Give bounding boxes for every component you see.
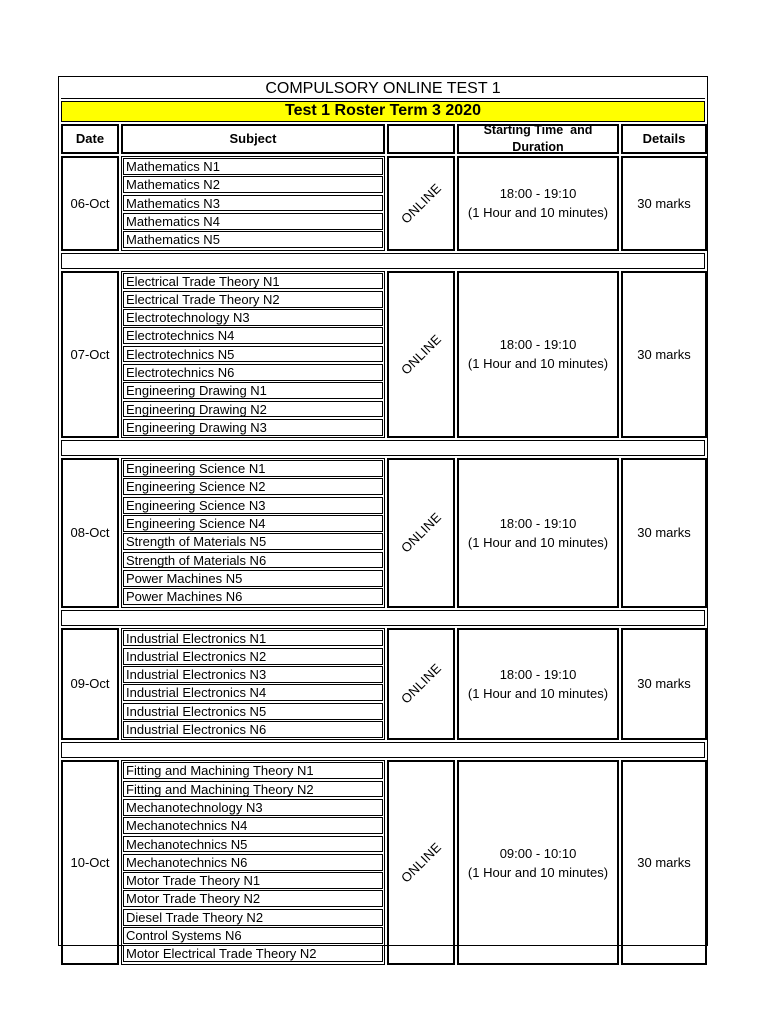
subject-row: Mathematics N3 — [123, 195, 383, 212]
time-cell — [457, 271, 619, 439]
subject-row: Industrial Electronics N2 — [123, 648, 383, 665]
subject-column — [121, 271, 385, 439]
online-label: ONLINE — [397, 660, 445, 708]
start-time: 18:00 - 19:10 — [499, 337, 577, 353]
header-time — [457, 124, 619, 154]
details-cell: 30 marks — [621, 458, 707, 607]
online-cell — [387, 458, 455, 607]
subject-row: Control Systems N6 — [123, 927, 383, 944]
subject-row: Mechanotechnology N3 — [123, 799, 383, 816]
date-cell: 09-Oct — [61, 628, 119, 741]
subject-row: Industrial Electronics N1 — [123, 630, 383, 647]
subject-row: Motor Trade Theory N1 — [123, 872, 383, 889]
details-cell: 30 marks — [621, 271, 707, 439]
header-mode — [387, 124, 455, 154]
group-separator — [61, 253, 705, 269]
header-subject: Subject — [121, 124, 385, 154]
subject-row: Diesel Trade Theory N2 — [123, 909, 383, 926]
subject-row: Motor Electrical Trade Theory N2 — [123, 945, 383, 962]
subject-row: Industrial Electronics N3 — [123, 666, 383, 683]
group-separator — [61, 742, 705, 758]
subject-row: Fitting and Machining Theory N1 — [123, 762, 383, 779]
subject-row: Electrotechnics N6 — [123, 364, 383, 381]
roster-subtitle: Test 1 Roster Term 3 2020 — [61, 101, 705, 122]
date-cell: 10-Oct — [61, 760, 119, 964]
subject-column — [121, 760, 385, 964]
subject-row: Power Machines N5 — [123, 570, 383, 587]
subject-row: Mechanotechnics N6 — [123, 854, 383, 871]
subject-row: Mathematics N4 — [123, 213, 383, 230]
subject-row: Mechanotechnics N5 — [123, 836, 383, 853]
time-cell — [457, 760, 619, 964]
duration: (1 Hour and 10 minutes) — [467, 356, 609, 372]
online-cell — [387, 628, 455, 741]
start-time: 18:00 - 19:10 — [499, 186, 577, 202]
time-cell — [457, 628, 619, 741]
online-cell — [387, 760, 455, 964]
date-cell: 08-Oct — [61, 458, 119, 607]
subject-row: Engineering Science N2 — [123, 478, 383, 495]
online-label: ONLINE — [397, 839, 445, 886]
online-label: ONLINE — [397, 509, 445, 556]
subject-column — [121, 628, 385, 741]
details-cell: 30 marks — [621, 628, 707, 741]
subject-row: Fitting and Machining Theory N2 — [123, 781, 383, 798]
subject-row: Electrotechnics N5 — [123, 346, 383, 363]
online-cell — [387, 156, 455, 251]
duration: (1 Hour and 10 minutes) — [467, 534, 609, 550]
subject-row: Electrical Trade Theory N1 — [123, 273, 383, 290]
subject-row: Industrial Electronics N5 — [123, 703, 383, 720]
subject-row: Engineering Science N3 — [123, 497, 383, 514]
subject-row: Engineering Drawing N2 — [123, 401, 383, 418]
subject-row: Power Machines N6 — [123, 588, 383, 605]
subject-row: Strength of Materials N6 — [123, 552, 383, 569]
page-title: COMPULSORY ONLINE TEST 1 — [61, 79, 705, 99]
date-cell: 06-Oct — [61, 156, 119, 251]
group-separator — [61, 610, 705, 626]
subject-row: Strength of Materials N5 — [123, 533, 383, 550]
duration: (1 Hour and 10 minutes) — [467, 205, 609, 221]
online-cell — [387, 271, 455, 439]
subject-row: Motor Trade Theory N2 — [123, 890, 383, 907]
subject-row: Mechanotechnics N4 — [123, 817, 383, 834]
subject-row: Electrical Trade Theory N2 — [123, 291, 383, 308]
subject-row: Engineering Drawing N1 — [123, 382, 383, 399]
subject-row: Engineering Drawing N3 — [123, 419, 383, 436]
details-cell: 30 marks — [621, 156, 707, 251]
time-cell — [457, 458, 619, 607]
subject-column — [121, 156, 385, 251]
subject-row: Mathematics N5 — [123, 231, 383, 248]
time-cell — [457, 156, 619, 251]
header-date: Date — [61, 124, 119, 154]
subject-column — [121, 458, 385, 607]
start-time: 18:00 - 19:10 — [499, 666, 577, 682]
subject-row: Electrotechnics N4 — [123, 327, 383, 344]
start-time: 18:00 - 19:10 — [499, 515, 577, 531]
duration: (1 Hour and 10 minutes) — [467, 685, 609, 701]
start-time: 09:00 - 10:10 — [499, 845, 577, 861]
subject-row: Engineering Science N4 — [123, 515, 383, 532]
subject-row: Engineering Science N1 — [123, 460, 383, 477]
header-time-line2: Duration — [512, 140, 564, 154]
duration: (1 Hour and 10 minutes) — [467, 864, 609, 880]
subject-row: Industrial Electronics N4 — [123, 684, 383, 701]
roster-table — [58, 76, 708, 962]
date-cell: 07-Oct — [61, 271, 119, 439]
subject-row: Mathematics N1 — [123, 158, 383, 175]
details-cell: 30 marks — [621, 760, 707, 964]
group-separator — [61, 440, 705, 456]
subject-row: Industrial Electronics N6 — [123, 721, 383, 738]
online-label: ONLINE — [397, 331, 445, 378]
subject-row: Mathematics N2 — [123, 176, 383, 193]
subject-row: Electrotechnology N3 — [123, 309, 383, 326]
header-details: Details — [621, 124, 707, 154]
online-label: ONLINE — [397, 180, 445, 227]
header-time-line1: Starting Time and — [483, 123, 593, 137]
